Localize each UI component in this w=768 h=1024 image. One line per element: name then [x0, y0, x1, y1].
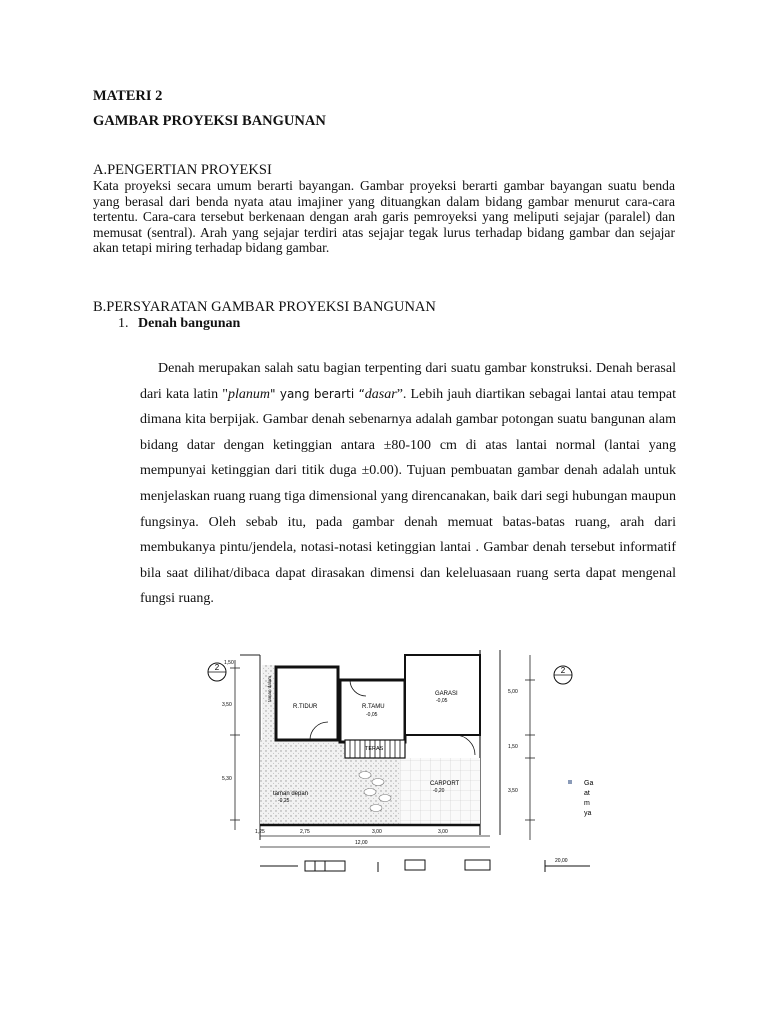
dim-left-3: 5,30 — [222, 776, 232, 782]
label-teras: TERAS — [365, 746, 384, 752]
list-item-label: Denah bangunan — [138, 316, 241, 331]
label-taman-depan-level: -0,25 — [278, 798, 290, 804]
document-subtitle: GAMBAR PROYEKSI BANGUNAN — [93, 113, 326, 129]
paragraph-text-part1: Denah merupakan salah satu bagian terpenting dari suatu gambar konstruksi. Denah berasal dari kata latin " — [140, 361, 676, 402]
legend-line-4: ya — [584, 810, 592, 817]
list-item-number: 1. — [118, 316, 129, 331]
dim-bottom-3: 3,00 — [372, 829, 382, 835]
paragraph-text-part3: ”. Lebih jauh diartikan sebagai lantai atau tempat dimana kita berpijak. Gambar denah sebenarnya adalah gambar potongan suatu bangunan alam bidang datar dengan ketinggian antara ±80-100 cm di atas lantai normal (lantai yang mempunyai ketinggian dari titik duga ±0.00). Tujuan pembuatan gambar denah adalah untuk menjelaskan ruang ruang tiga dimensional yang direncanakan, baik dari segi hubungan maupun fungsinya. Oleh sebab itu, pada gambar denah memuat batas-batas ruang, arah dari membukanya pintu/jendela, notasi-notasi ketinggian lantai . Gambar denah tersebut informatif bila saat dilihat/dibaca dapat dirasakan dimensi dan keleluasaan ruang serta dapat mengenal fungsi ruang. — [140, 386, 676, 607]
dim-right-1: 5,00 — [508, 689, 518, 695]
dim-scale: 20,00 — [555, 858, 568, 864]
legend-square-icon — [568, 780, 572, 784]
section-a-paragraph: Kata proyeksi secara umum berarti bayangan. Gambar proyeksi berarti gambar bayangan suatu benda yang berasal dari benda nyata atau imajiner yang dituangkan dalam bidang gambar menurut cara-cara tertentu. Cara-cara tersebut berkenaan dengan arah garis pemroyeksi yang meliputi sejajar (paralel) dan memusat (sentral). Arah yang sejajar terdiri atas sejajar tegak lurus terhadap bidang gambar dan sejajar akan tetapi miring terhadap bidang gambar. — [93, 178, 675, 256]
floor-plan-figure — [200, 640, 594, 880]
label-tidur: R.TIDUR — [293, 704, 318, 710]
dim-right-3: 3,50 — [508, 788, 518, 794]
section-marker-right — [554, 666, 572, 684]
label-garasi: GARASI — [435, 691, 458, 697]
label-taman-depan: taman depan — [273, 791, 309, 797]
term-planum: planum — [227, 386, 270, 402]
legend-line-1: Ga — [584, 780, 594, 787]
dim-bottom-2: 2,75 — [300, 829, 310, 835]
label-carport: CARPORT — [430, 781, 460, 787]
dim-bottom-4: 3,00 — [438, 829, 448, 835]
label-tamu-level: -0,05 — [366, 712, 378, 718]
section-b-paragraph — [140, 356, 676, 612]
legend-line-2: at — [584, 790, 590, 797]
label-garasi-level: -0,05 — [436, 698, 448, 704]
label-taman-dalam: taman dalam — [267, 675, 272, 702]
section-marker-label: 2 — [214, 663, 220, 672]
section-marker-label: 2 — [560, 666, 566, 675]
dim-left-1: 1,50 — [224, 660, 234, 666]
floor-plan-drawing — [200, 640, 594, 880]
list-item — [118, 316, 240, 332]
section-a-heading: A.PENGERTIAN PROYEKSI — [93, 162, 272, 178]
legend-line-3: m — [584, 800, 590, 807]
document-title: MATERI 2 — [93, 88, 163, 104]
dim-left-2: 3,50 — [222, 702, 232, 708]
legend — [568, 780, 593, 817]
label-tamu: R.TAMU — [362, 704, 385, 710]
dim-right-2: 1,50 — [508, 744, 518, 750]
term-dasar: dasar — [364, 386, 397, 402]
dim-total: 12,00 — [355, 840, 368, 846]
section-b-heading: B.PERSYARATAN GAMBAR PROYEKSI BANGUNAN — [93, 299, 436, 315]
paragraph-text-part2: " yang berarti “ — [269, 386, 365, 401]
dim-bottom-1: 1,25 — [255, 829, 265, 835]
label-carport-level: -0,20 — [433, 788, 445, 794]
room-tamu — [340, 680, 405, 742]
